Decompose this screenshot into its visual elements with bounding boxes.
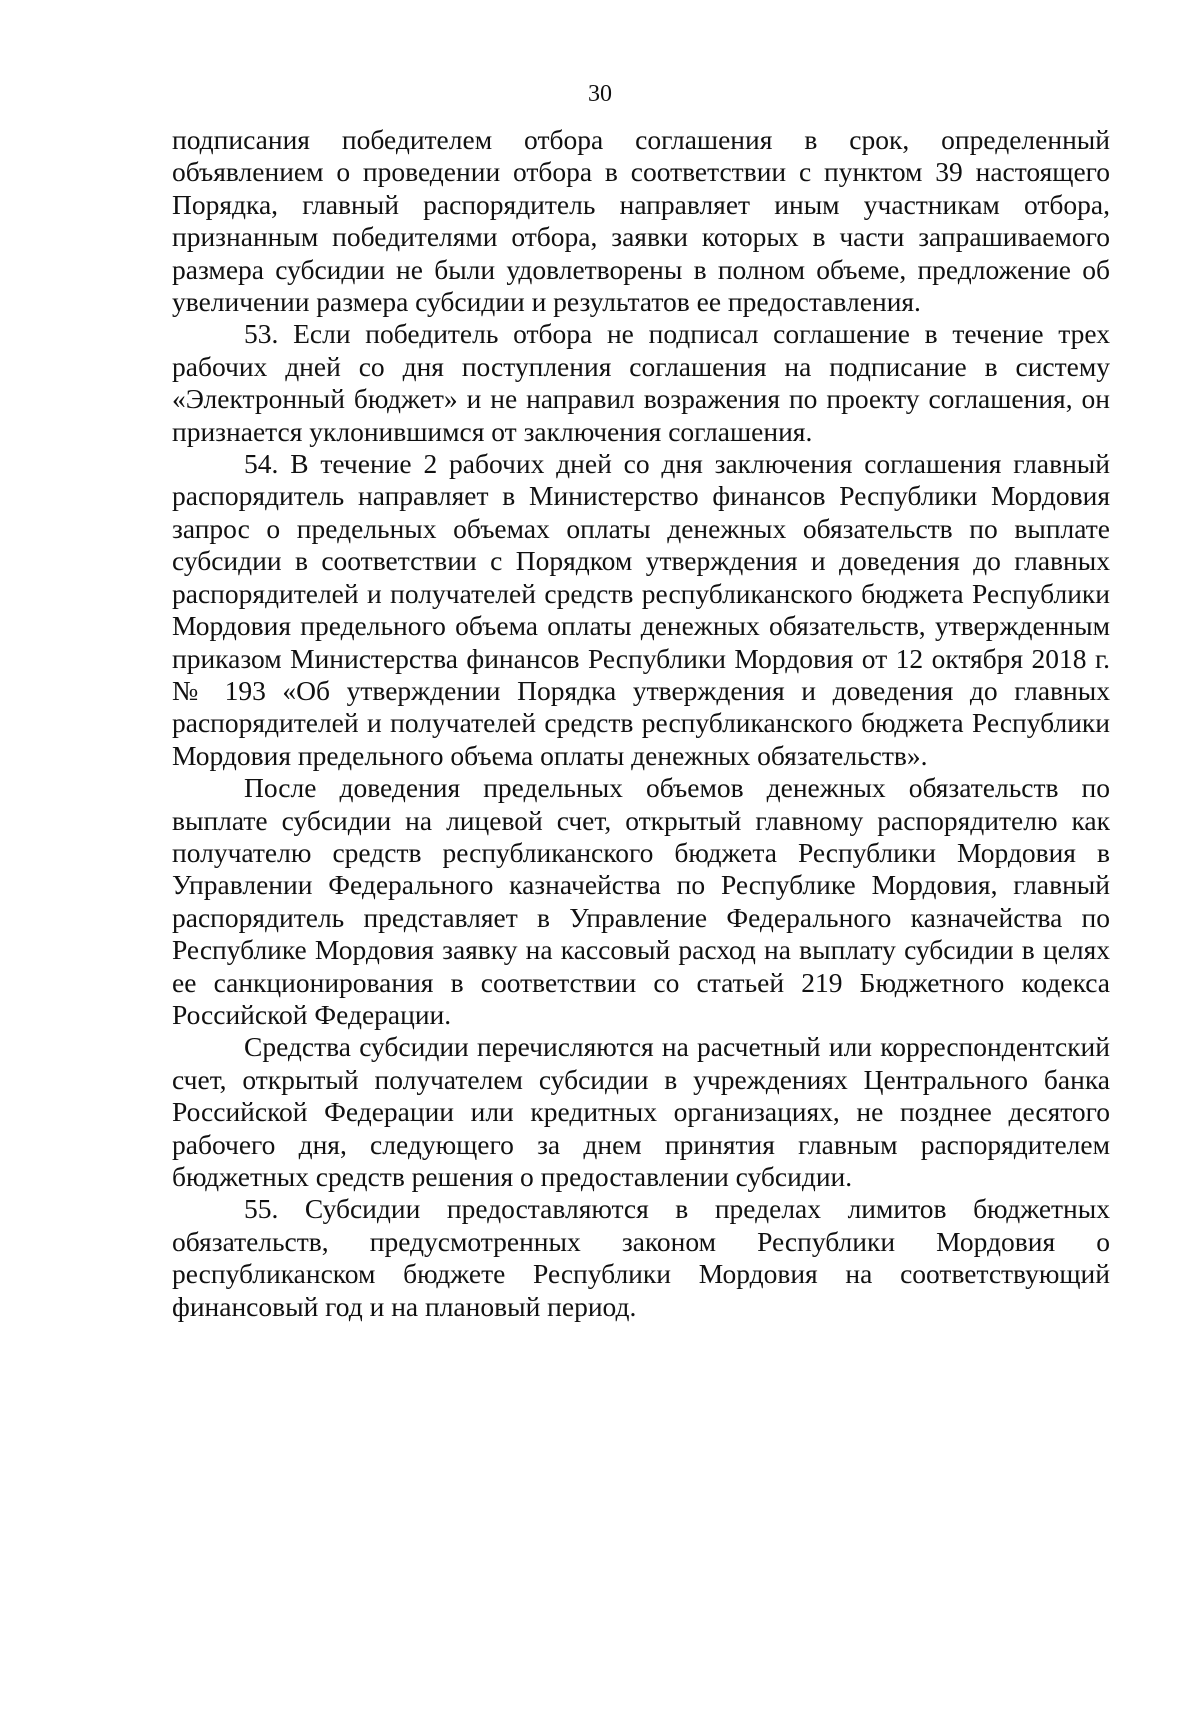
paragraph-54-limits-transfer: После доведения предельных объемов денежных обязательств по выплате субсидии на лицевой счет, открытый главному распорядителю как получателю средств республиканского бюджета Республики Мордовия в Управлении Федерального казначейства по Республике Мордовия, главный распорядитель представляет в Управление Федерального казначейства по Республике Мордовия заявку на кассовый расход на выплату субсидии в целях ее санкционирования в соответствии со статьей 219 Бюджетного кодекса Российской Федерации. bbox=[172, 772, 1110, 1030]
paragraph-continuation: подписания победителем отбора соглашения в срок, определенный объявлением о проведении отбора в соответствии с пунктом 39 настоящего Порядка, главный распорядитель направляет иным участникам отбора, признанным победителями отбора, заявки которых в части запрашиваемого размера субсидии не были удовлетворены в полном объеме, предложение об увеличении размера субсидии и результатов ее предоставления. bbox=[172, 124, 1110, 318]
paragraph-54: 54. В течение 2 рабочих дней со дня заключения соглашения главный распорядитель направляет в Министерство финансов Республики Мордовия запрос о предельных объемах оплаты денежных обязательств по выплате субсидии в соответствии с Порядком утверждения и доведения до главных распорядителей и получателей средств республиканского бюджета Республики Мордовия предельного объема оплаты денежных обязательств, утвержденным приказом Министерства финансов Республики Мордовия от 12 октября 2018 г. № 193 «Об утверждении Порядка утверждения и доведения до главных распорядителей и получателей средств республиканского бюджета Республики Мордовия предельного объема оплаты денежных обязательств». bbox=[172, 448, 1110, 771]
document-body bbox=[172, 124, 1110, 1323]
paragraph-53: 53. Если победитель отбора не подписал соглашение в течение трех рабочих дней со дня поступления соглашения на подписание в систему «Электронный бюджет» и не направил возражения по проекту соглашения, он признается уклонившимся от заключения соглашения. bbox=[172, 318, 1110, 447]
paragraph-54-funds-transfer: Средства субсидии перечисляются на расчетный или корреспондентский счет, открытый получателем субсидии в учреждениях Центрального банка Российской Федерации или кредитных организациях, не позднее десятого рабочего дня, следующего за днем принятия главным распорядителем бюджетных средств решения о предоставлении субсидии. bbox=[172, 1031, 1110, 1192]
paragraph-55: 55. Субсидии предоставляются в пределах лимитов бюджетных обязательств, предусмотренных законом Республики Мордовия о республиканском бюджете Республики Мордовия на соответствующий финансовый год и на плановый период. bbox=[172, 1193, 1110, 1322]
page-number: 30 bbox=[588, 81, 612, 107]
